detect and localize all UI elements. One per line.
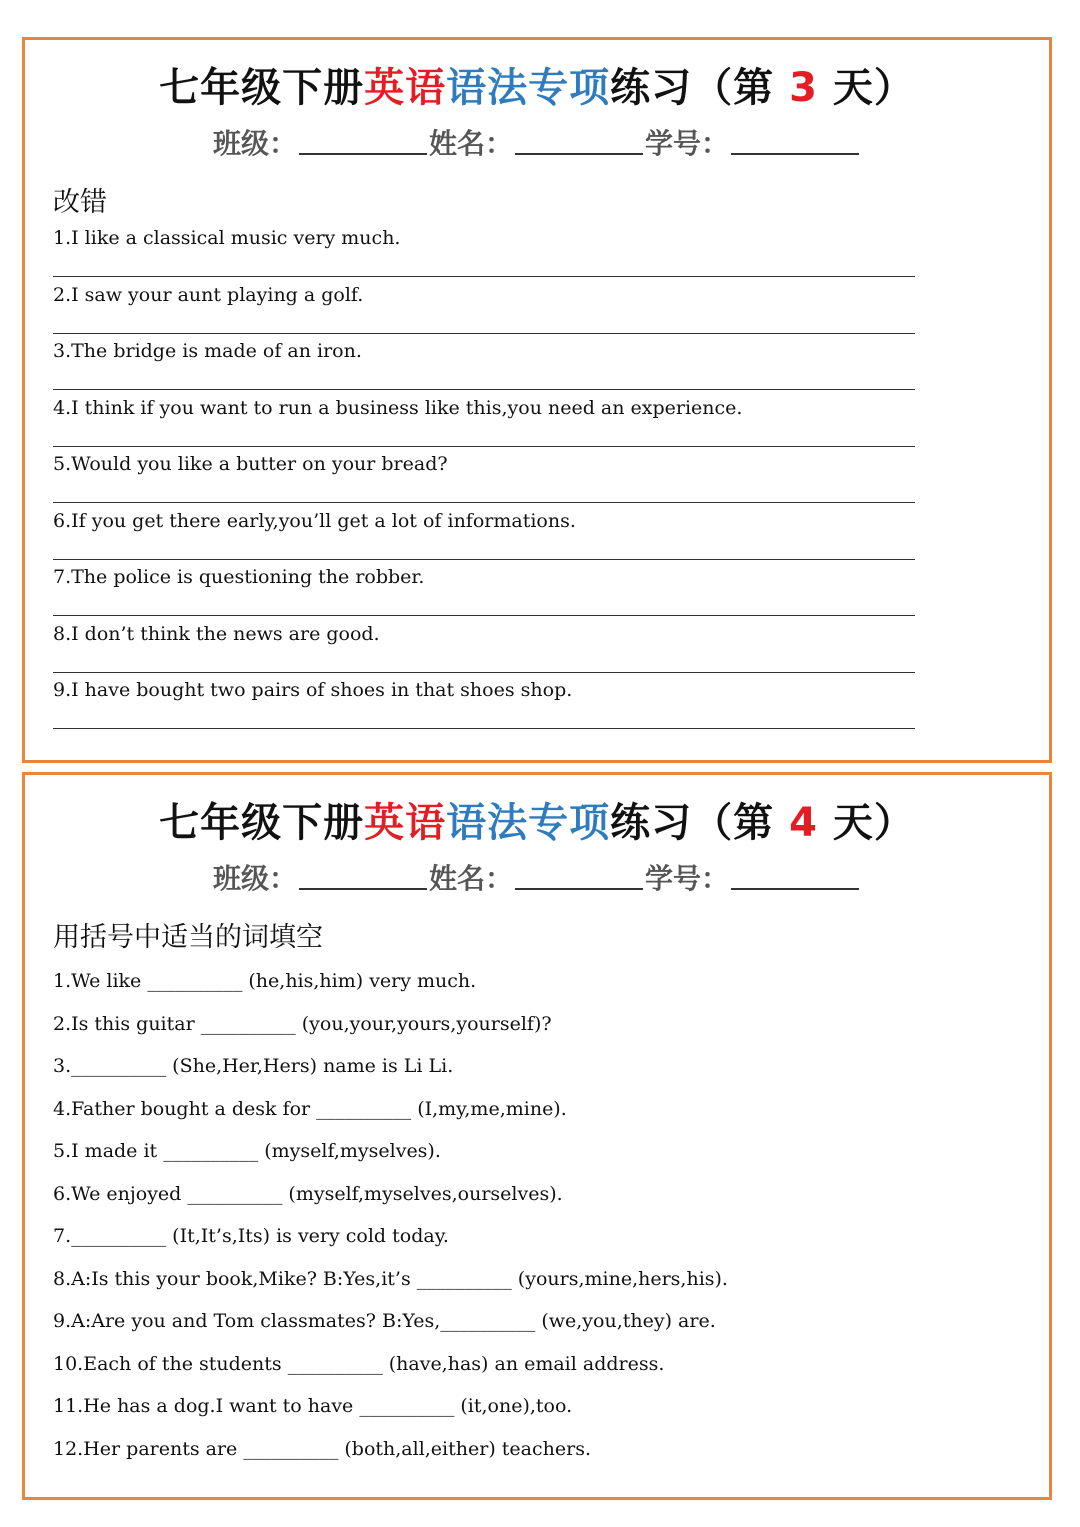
question-item: 7.__________ (It,It’s,Its) is very cold today. xyxy=(53,1225,449,1247)
title-grade: 七年级下册 xyxy=(159,800,365,846)
question-item xyxy=(53,452,915,509)
name-label: 姓名： xyxy=(428,862,513,895)
question-text: 9.I have bought two pairs of shoes in that shoes shop. xyxy=(53,679,573,701)
section-title: 改错 xyxy=(53,187,107,218)
id-label: 学号： xyxy=(645,127,730,160)
worksheet-day-3 xyxy=(22,37,1052,763)
question-text: 8.I don’t think the news are good. xyxy=(53,622,380,645)
question-text: 3.The bridge is made of an iron. xyxy=(53,340,362,362)
question-item: 8.A:Is this your book,Mike? B:Yes,it’s __________ (yours,mine,hers,his). xyxy=(53,1267,728,1290)
title-topic: 语法专项 xyxy=(446,65,611,111)
worksheet-title xyxy=(25,56,1049,113)
question-item: 11.He has a dog.I want to have __________ (it,one),too. xyxy=(53,1395,573,1417)
title-subject: 英语 xyxy=(364,800,447,846)
section-title: 用括号中适当的词填空 xyxy=(53,922,323,953)
question-item xyxy=(53,509,915,566)
question-text: 6.If you get there early,you’ll get a lot of informations. xyxy=(53,509,576,532)
question-item xyxy=(53,678,915,735)
id-field[interactable] xyxy=(731,129,859,155)
question-item xyxy=(53,339,915,396)
answer-line[interactable] xyxy=(53,389,915,390)
question-item xyxy=(53,226,915,283)
name-field[interactable] xyxy=(515,864,643,890)
class-field[interactable] xyxy=(299,129,427,155)
id-field[interactable] xyxy=(731,864,859,890)
question-text: 1.I like a classical music very much. xyxy=(53,227,401,249)
answer-line[interactable] xyxy=(53,559,915,560)
question-item: 9.A:Are you and Tom classmates? B:Yes,__________ (we,you,they) are. xyxy=(53,1310,716,1332)
question-item xyxy=(53,283,915,340)
question-text: 4.I think if you want to run a business like this,you need an experience. xyxy=(53,396,743,419)
answer-line[interactable] xyxy=(53,728,915,729)
worksheet-day-4 xyxy=(22,772,1052,1500)
question-item: 6.We enjoyed __________ (myself,myselves,ourselves). xyxy=(53,1182,563,1205)
question-text: 2.I saw your aunt playing a golf. xyxy=(53,283,364,306)
student-info-row xyxy=(25,857,1049,897)
title-day-suffix: 天） xyxy=(817,65,915,111)
name-field[interactable] xyxy=(515,129,643,155)
question-item: 1.We like __________ (he,his,him) very much. xyxy=(53,970,477,992)
title-day-number: 3 xyxy=(789,65,818,111)
title-grade: 七年级下册 xyxy=(159,65,365,111)
answer-line[interactable] xyxy=(53,672,915,673)
answer-line[interactable] xyxy=(53,502,915,503)
question-list xyxy=(53,966,1013,1476)
title-subject: 英语 xyxy=(364,65,447,111)
question-item xyxy=(53,622,915,679)
answer-line[interactable] xyxy=(53,276,915,277)
student-info-row xyxy=(25,122,1049,162)
title-practice: 练习（第 xyxy=(610,800,790,846)
title-topic: 语法专项 xyxy=(446,800,611,846)
question-item: 5.I made it __________ (myself,myselves). xyxy=(53,1140,441,1162)
question-item: 4.Father bought a desk for __________ (I,my,me,mine). xyxy=(53,1097,567,1120)
question-item: 3.__________ (She,Her,Hers) name is Li Li. xyxy=(53,1055,454,1077)
question-text: 7.The police is questioning the robber. xyxy=(53,566,425,588)
title-day-number: 4 xyxy=(789,800,818,846)
name-label: 姓名： xyxy=(428,127,513,160)
class-label: 班级： xyxy=(212,127,297,160)
worksheet-title xyxy=(25,791,1049,848)
question-text: 5.Would you like a butter on your bread? xyxy=(53,453,448,475)
answer-line[interactable] xyxy=(53,333,915,334)
class-label: 班级： xyxy=(212,862,297,895)
title-day-suffix: 天） xyxy=(817,800,915,846)
question-list xyxy=(53,226,915,735)
question-item xyxy=(53,565,915,622)
question-item: 2.Is this guitar __________ (you,your,yours,yourself)? xyxy=(53,1012,552,1035)
question-item: 12.Her parents are __________ (both,all,either) teachers. xyxy=(53,1437,591,1460)
class-field[interactable] xyxy=(299,864,427,890)
title-practice: 练习（第 xyxy=(610,65,790,111)
question-item: 10.Each of the students __________ (have,has) an email address. xyxy=(53,1352,665,1375)
id-label: 学号： xyxy=(645,862,730,895)
answer-line[interactable] xyxy=(53,615,915,616)
answer-line[interactable] xyxy=(53,446,915,447)
question-item xyxy=(53,396,915,453)
